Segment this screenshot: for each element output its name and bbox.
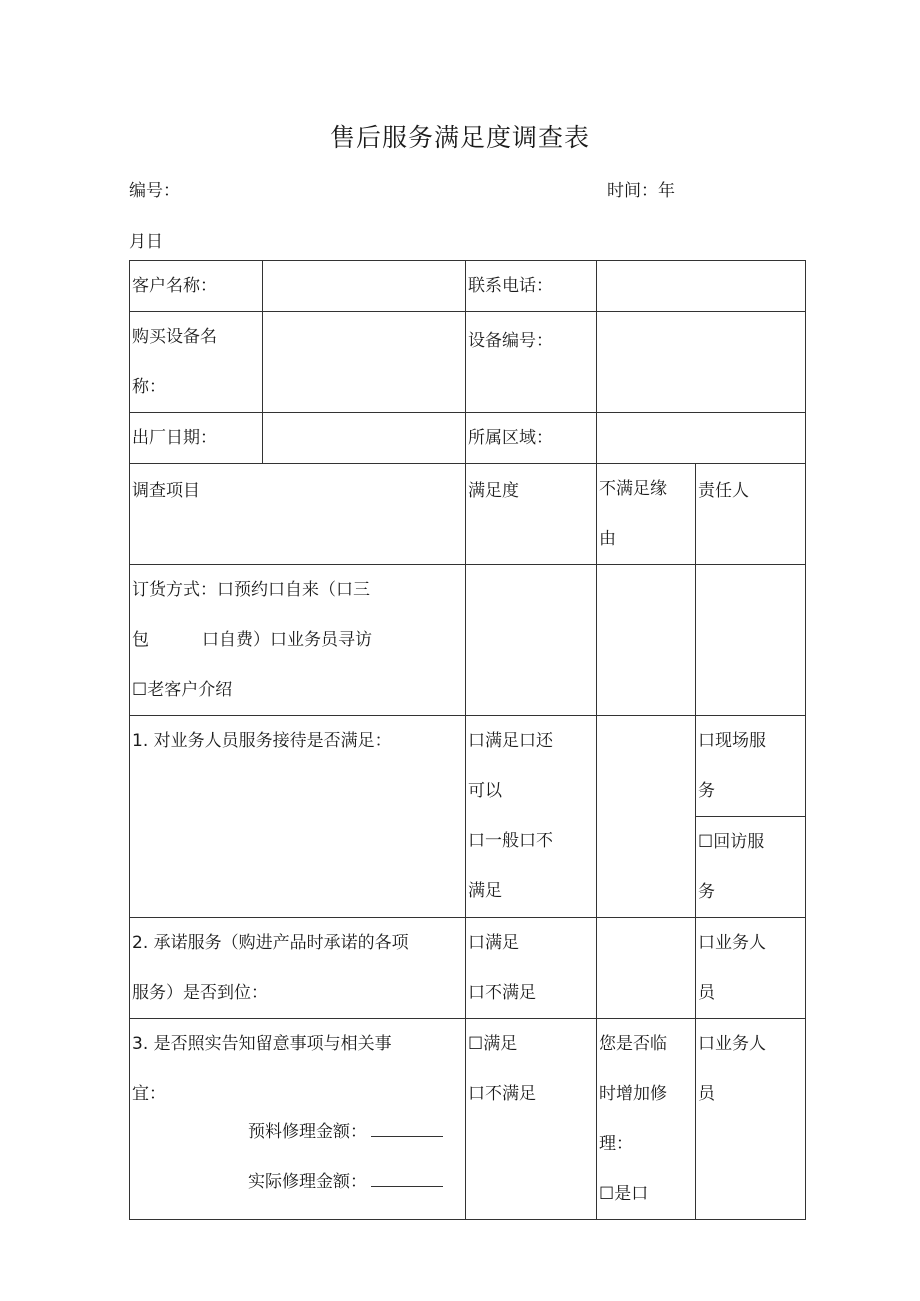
q1-question: 1. 对业务人员服务接待是否满足： bbox=[130, 716, 466, 918]
phone-label: 联系电话： bbox=[466, 261, 597, 312]
time-label-cont: 月日 bbox=[129, 232, 163, 252]
estimated-amount-row[interactable] bbox=[248, 1119, 443, 1145]
device-no-value[interactable] bbox=[597, 312, 806, 413]
region-value[interactable] bbox=[597, 413, 806, 464]
q2-reason[interactable] bbox=[597, 918, 696, 1019]
q2-satisfaction[interactable]: 口满足 口不满足 bbox=[466, 918, 597, 1019]
customer-name-value[interactable] bbox=[263, 261, 466, 312]
order-owner[interactable] bbox=[696, 565, 806, 716]
col-header-item: 调查项目 bbox=[130, 464, 466, 565]
order-method-cell bbox=[130, 565, 466, 716]
device-no-label: 设备编号： bbox=[466, 312, 597, 413]
q1-reason[interactable] bbox=[597, 716, 696, 918]
q3-owner[interactable]: 口业务人 员 bbox=[696, 1019, 806, 1220]
col-header-owner: 责任人 bbox=[696, 464, 806, 565]
phone-value[interactable] bbox=[597, 261, 806, 312]
region-label: 所属区域： bbox=[466, 413, 597, 464]
device-name-label: 购买设备名 称： bbox=[130, 312, 263, 413]
actual-amount-blank[interactable] bbox=[371, 1174, 443, 1187]
q1-satisfaction[interactable]: 口满足口还 可以 口一般口不 满足 bbox=[466, 716, 597, 918]
number-label: 编号： bbox=[129, 181, 180, 201]
order-satisfaction[interactable] bbox=[466, 565, 597, 716]
estimated-amount-label: 预料修理金额： bbox=[248, 1122, 367, 1142]
q2-question: 2. 承诺服务（购进产品时承诺的各项 服务）是否到位： bbox=[130, 918, 466, 1019]
col-header-reason: 不满足缘 由 bbox=[597, 464, 696, 565]
actual-amount-row[interactable] bbox=[248, 1169, 443, 1195]
order-reason[interactable] bbox=[597, 565, 696, 716]
q2-owner[interactable]: 口业务人 员 bbox=[696, 918, 806, 1019]
order-line-1: 订货方式：口预约口自来（口三 bbox=[132, 580, 370, 600]
order-line-2b: 口自费）口业务员寻访 bbox=[202, 630, 372, 650]
survey-table bbox=[129, 260, 806, 1220]
actual-amount-label: 实际修理金额： bbox=[248, 1172, 367, 1192]
col-header-satisfaction: 满足度 bbox=[466, 464, 597, 565]
order-line-2a: 包 bbox=[132, 630, 149, 650]
factory-date-value[interactable] bbox=[263, 413, 466, 464]
q3-question: 3. 是否照实告知留意事项与相关事 宜： 预料修理金额： 实际修理金额： bbox=[130, 1019, 466, 1220]
q3-satisfaction[interactable]: ☐满足 口不满足 bbox=[466, 1019, 597, 1220]
factory-date-label: 出厂日期： bbox=[130, 413, 263, 464]
estimated-amount-blank[interactable] bbox=[371, 1124, 443, 1137]
order-line-3: ☐老客户介绍 bbox=[132, 680, 233, 700]
time-label: 时间：年 bbox=[607, 181, 675, 201]
q1-owner-revisit[interactable]: ☐回访服 务 bbox=[696, 817, 806, 918]
device-name-value[interactable] bbox=[263, 312, 466, 413]
q3-reason[interactable]: 您是否临 时增加修 理： ☐是口 bbox=[597, 1019, 696, 1220]
q1-owner-onsite[interactable]: 口现场服 务 bbox=[696, 716, 806, 817]
page-title: 售后服务满足度调查表 bbox=[329, 123, 590, 152]
customer-name-label: 客户名称： bbox=[130, 261, 263, 312]
